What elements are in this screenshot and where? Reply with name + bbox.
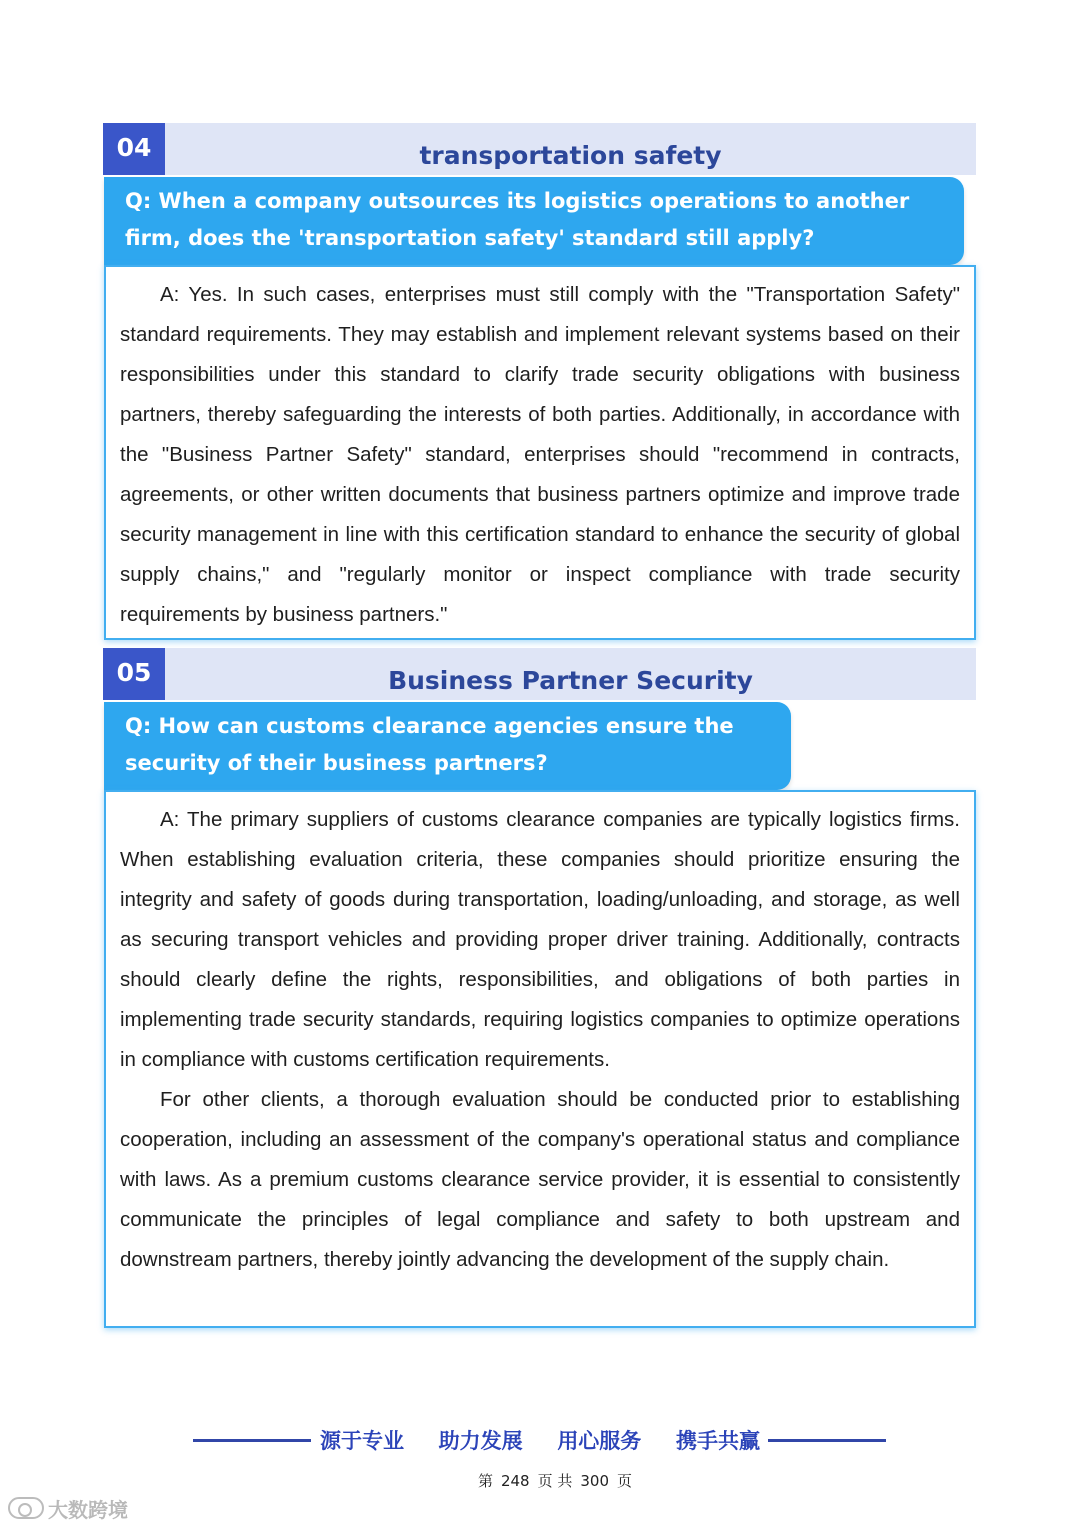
answer-paragraph: A: Yes. In such cases, enterprises must still comply with the "Transportation Safety" standard requirements. They may establish and implement relevant systems based on their responsibilities under this standard to clarify trade security obligations with business partners, thereby safeguarding the interests of both parties. Additionally, in accordance with the "Business Partner Safety" standard, enterprises should "recommend in contracts, agreements, or other written documents that business partners optimize and improve trade security management in line with this certification standard to enhance the security of global supply chains," and "regularly monitor or inspect compliance with trade security requirements by business partners." <box>120 283 960 626</box>
slogan: 助力发展 <box>438 1429 523 1453</box>
watermark-logo <box>8 1494 128 1522</box>
section-title <box>165 123 976 175</box>
footer-slogans <box>320 1425 760 1455</box>
footer-line-right <box>768 1439 886 1442</box>
total-pages: 300 <box>580 1472 610 1490</box>
page-mid: 页 共 <box>537 1472 573 1490</box>
footer-line-left <box>193 1439 311 1442</box>
section-title-text: transportation safety <box>419 141 722 170</box>
slogan: 携手共赢 <box>675 1429 760 1453</box>
question-text: Q: How can customs clearance agencies ensure the security of their business partners? <box>125 714 734 775</box>
answer-box <box>104 790 976 1328</box>
answer-paragraph: A: The primary suppliers of customs clearance companies are typically logistics firms. When establishing evaluation criteria, these companies should prioritize ensuring the integrity and safety of goods during transportation, loading/unloading, and storage, as well as securing transport vehicles and providing proper driver training. Additionally, contracts should clearly define the rights, responsibilities, and obligations of both parties in implementing trade security standards, requiring logistics companies to optimize operations in compliance with customs certification requirements. <box>120 808 960 1071</box>
watermark-logo-text: 大数跨境 <box>48 1499 128 1522</box>
answer-paragraph: For other clients, a thorough evaluation should be conducted prior to establishing cooperation, including an assessment of the company's operational status and compliance with laws. As a premium customs clearance service provider, it is essential to consistently communicate the principles of legal compliance and safety to both upstream and downstream partners, thereby jointly advancing the development of the supply chain. <box>120 1088 960 1271</box>
section-number: 04 <box>103 123 165 175</box>
page-number <box>0 1470 1080 1491</box>
slogan: 用心服务 <box>557 1429 642 1453</box>
page-prefix: 第 <box>477 1472 493 1490</box>
answer-box <box>104 265 976 640</box>
section-title <box>165 648 976 700</box>
question-box <box>104 702 791 790</box>
current-page: 248 <box>500 1472 530 1490</box>
question-text: Q: When a company outsources its logistics operations to another firm, does the 'transportation safety' standard still apply? <box>125 189 910 250</box>
logo-icon <box>8 1497 44 1519</box>
section-title-text: Business Partner Security <box>388 666 753 695</box>
question-box <box>104 177 964 265</box>
section-number: 05 <box>103 648 165 700</box>
page-suffix: 页 <box>617 1472 633 1490</box>
slogan: 源于专业 <box>320 1429 404 1453</box>
